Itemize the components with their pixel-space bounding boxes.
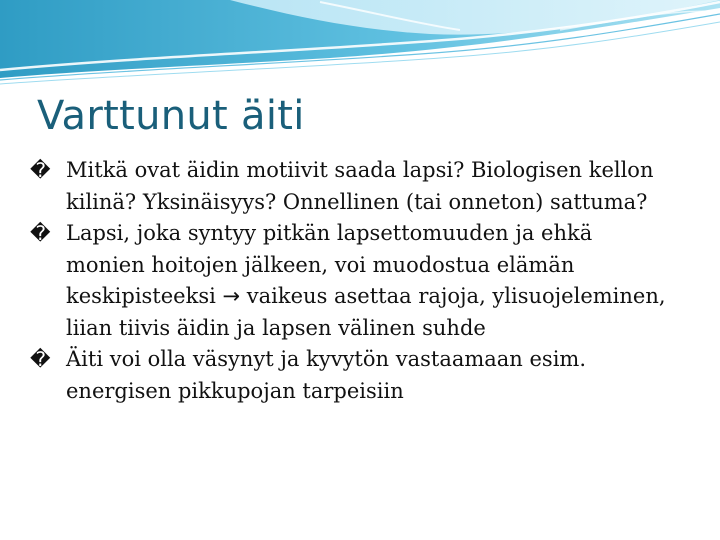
bullet-marker-icon: �: [30, 221, 51, 245]
bullet-item: [30, 344, 670, 407]
bullet-marker-icon: �: [30, 347, 51, 371]
right-arrow-icon: →: [222, 284, 241, 308]
bullet-text: Äiti voi olla väsynyt ja kyvytön vastaamaan esim. energisen pikkupojan tarpeisiin: [66, 347, 587, 403]
bullet-list: [30, 155, 670, 407]
bullet-text: Mitkä ovat äidin motiivit saada lapsi? Biologisen kellon kilinä? Yksinäisyys? Onnellinen (tai onneton) sattuma?: [66, 158, 654, 214]
bullet-text: vaikeus asettaa rajoja, ylisuojeleminen, liian tiivis äidin ja lapsen välinen suhde: [66, 284, 666, 340]
bullet-item: [30, 218, 670, 344]
bullet-text: Lapsi, joka syntyy pitkän lapsettomuuden ja ehkä monien hoitojen jälkeen, voi muodostua elämän keskipisteeksi: [66, 221, 593, 308]
bullet-marker-icon: �: [30, 158, 51, 182]
bullet-item: [30, 155, 670, 218]
header-wave-decoration: [0, 0, 720, 90]
slide-title: Varttunut äiti: [37, 93, 305, 139]
